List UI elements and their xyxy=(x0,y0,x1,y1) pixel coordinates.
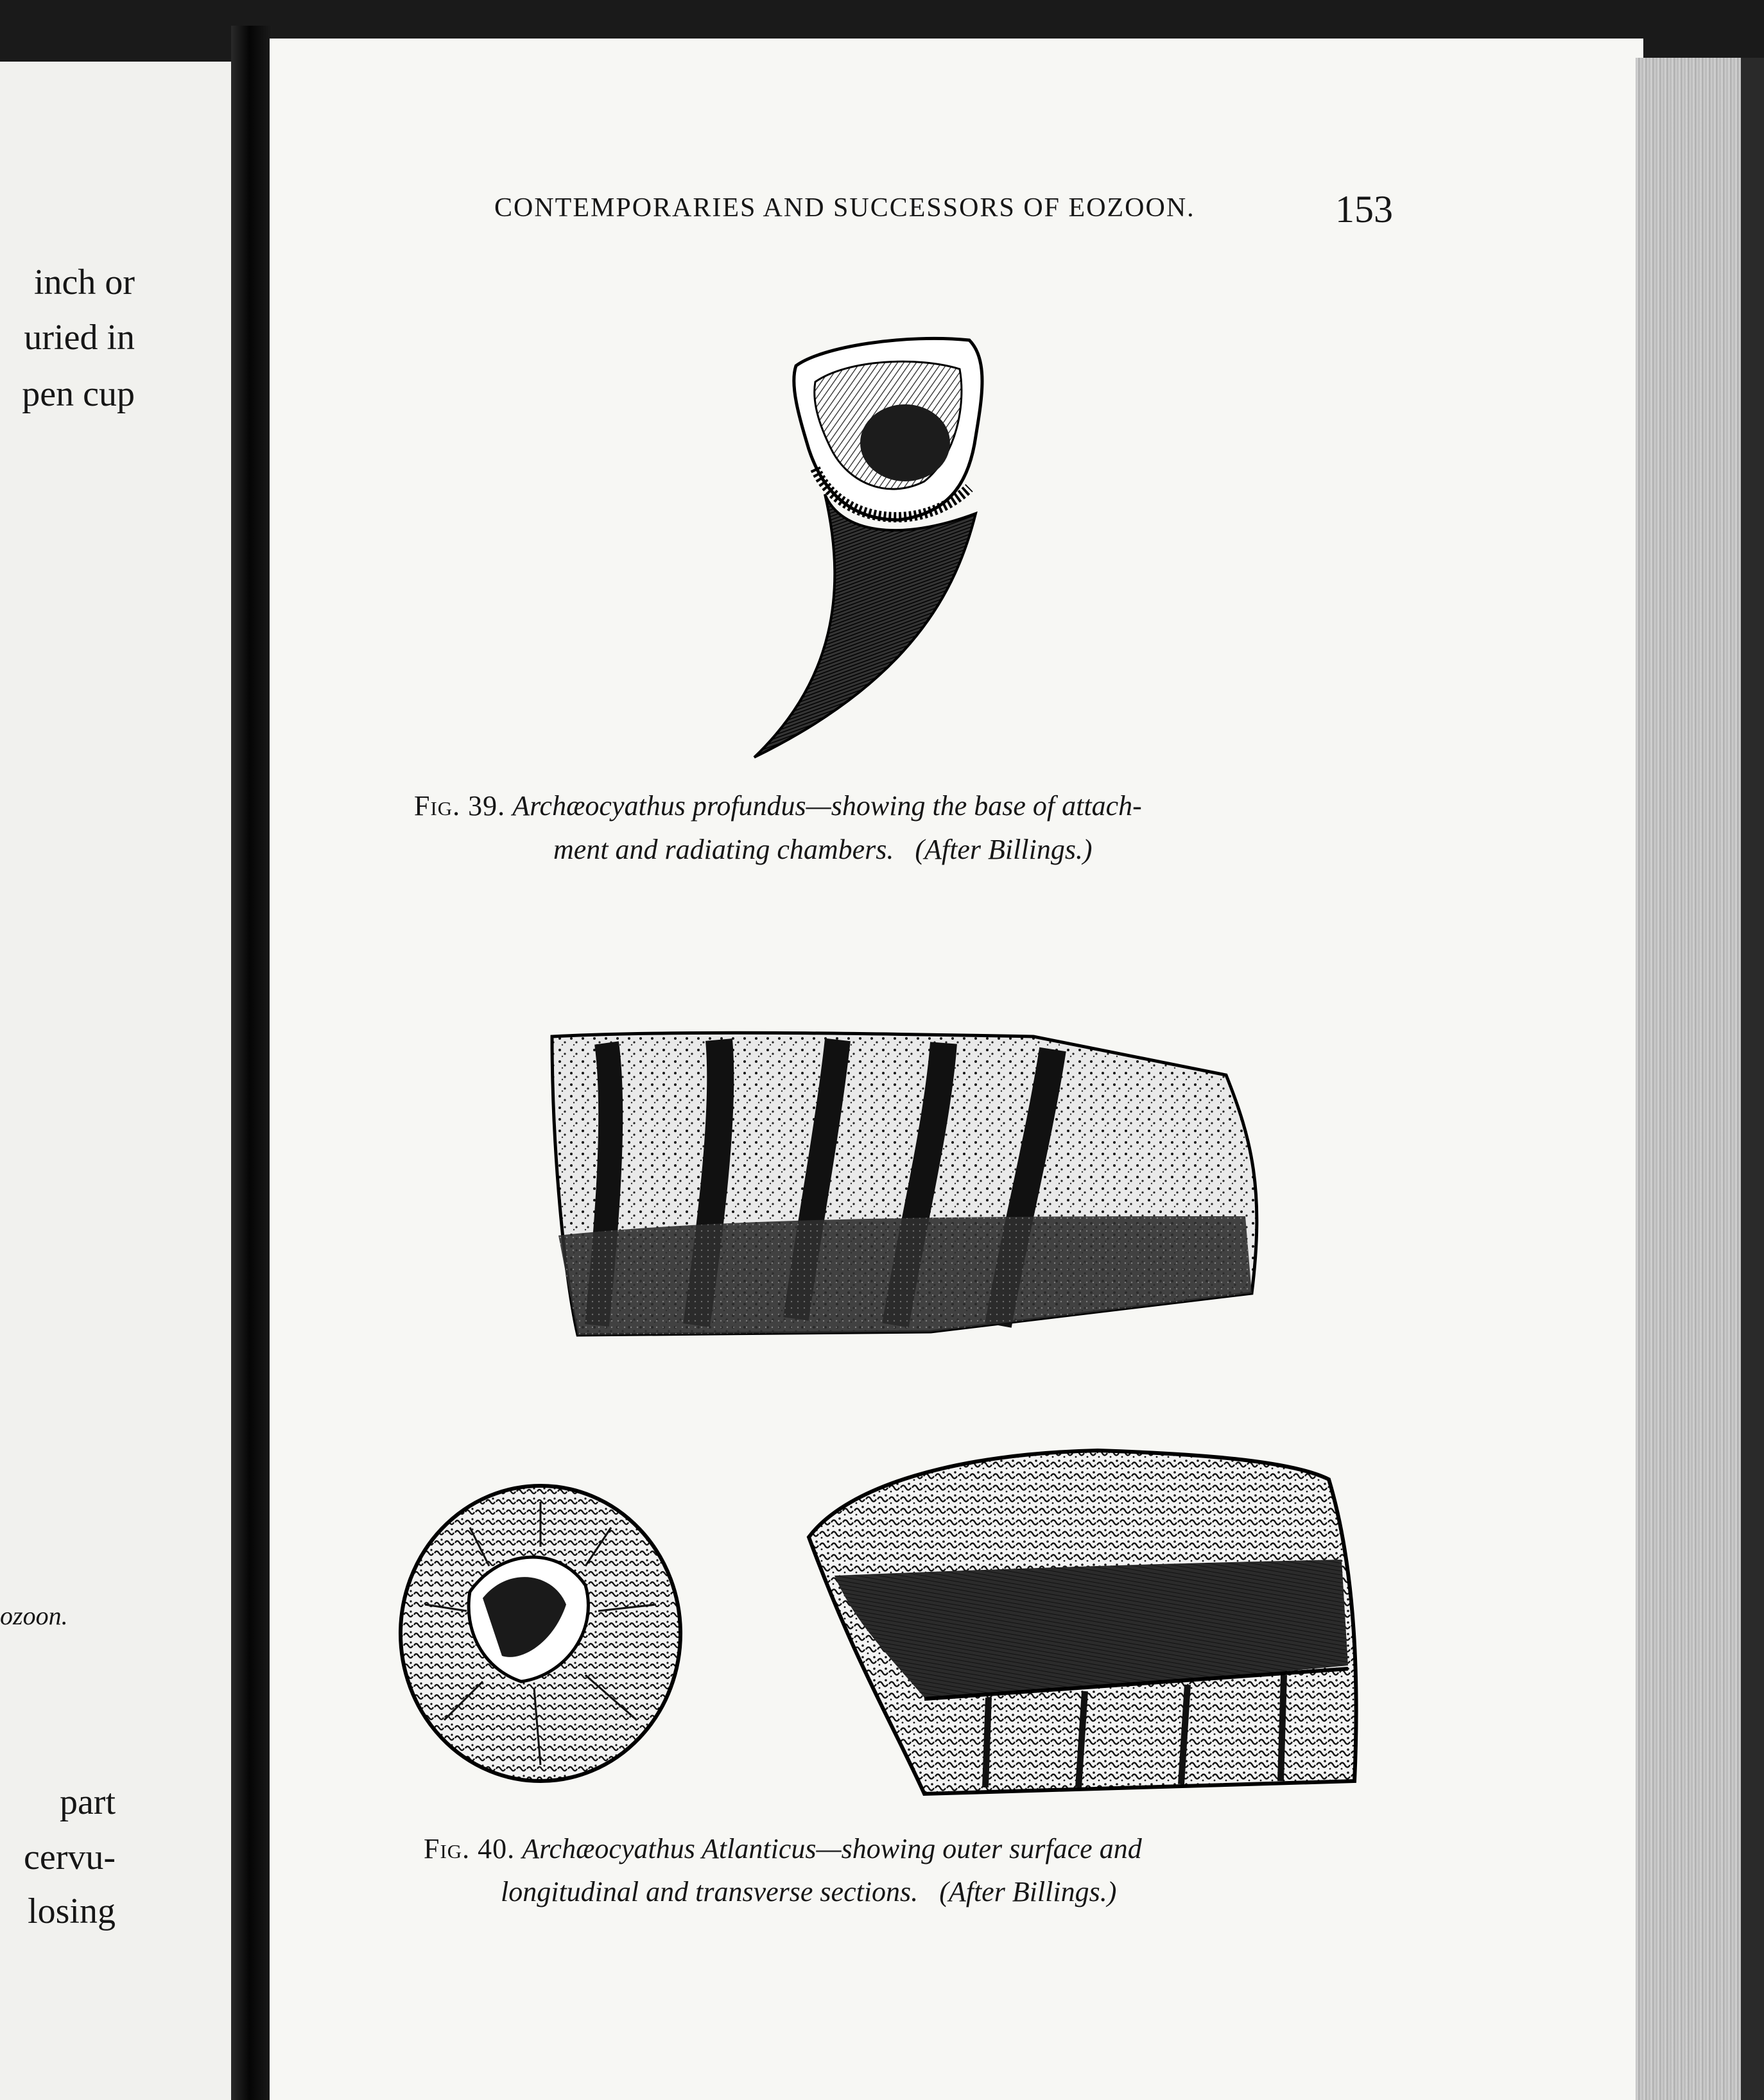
fig39-caption-line1 xyxy=(414,789,1142,822)
fig40-caption-line2 xyxy=(501,1875,1116,1908)
book-binding xyxy=(231,26,272,2100)
fig40-caption-text: Archæocyathus Atlanticus—showing outer surface and xyxy=(522,1833,1142,1864)
fig40-transverse-section-illustration xyxy=(393,1476,688,1791)
fig39-caption-text-2: ment and radiating chambers. xyxy=(553,834,894,865)
fig40-outer-surface-illustration xyxy=(546,1024,1265,1345)
left-page-line: losing xyxy=(28,1891,116,1931)
fig39-label: Fig. 39. xyxy=(414,790,506,822)
fig40-longitudinal-section-illustration xyxy=(796,1447,1361,1807)
page-edge-shadow xyxy=(1741,58,1764,2100)
fig39-credit: (After Billings.) xyxy=(915,834,1093,865)
fig39-caption-line2 xyxy=(553,833,1093,866)
left-page-caption-fragment: ozoon. xyxy=(0,1601,68,1630)
fig40-caption-line1 xyxy=(424,1832,1142,1865)
left-page-line: pen cup xyxy=(22,374,135,414)
page-edges xyxy=(1636,58,1749,2100)
running-head: CONTEMPORARIES AND SUCCESSORS OF EOZOON. xyxy=(494,193,1195,223)
left-page-line: inch or xyxy=(33,262,135,302)
fig39-horn-fossil-illustration xyxy=(738,321,1046,770)
left-page-line: cervu- xyxy=(23,1838,116,1877)
fig40-caption-text-2: longitudinal and transverse sections. xyxy=(501,1876,919,1907)
page-number: 153 xyxy=(1335,188,1393,230)
fig40-credit: (After Billings.) xyxy=(939,1876,1117,1907)
left-page-line: part xyxy=(59,1782,116,1822)
fig40-label: Fig. 40. xyxy=(424,1833,515,1864)
left-page-line: uried in xyxy=(24,318,135,357)
fig39-caption-text: Archæocyathus profundus—showing the base of attach- xyxy=(512,790,1142,822)
